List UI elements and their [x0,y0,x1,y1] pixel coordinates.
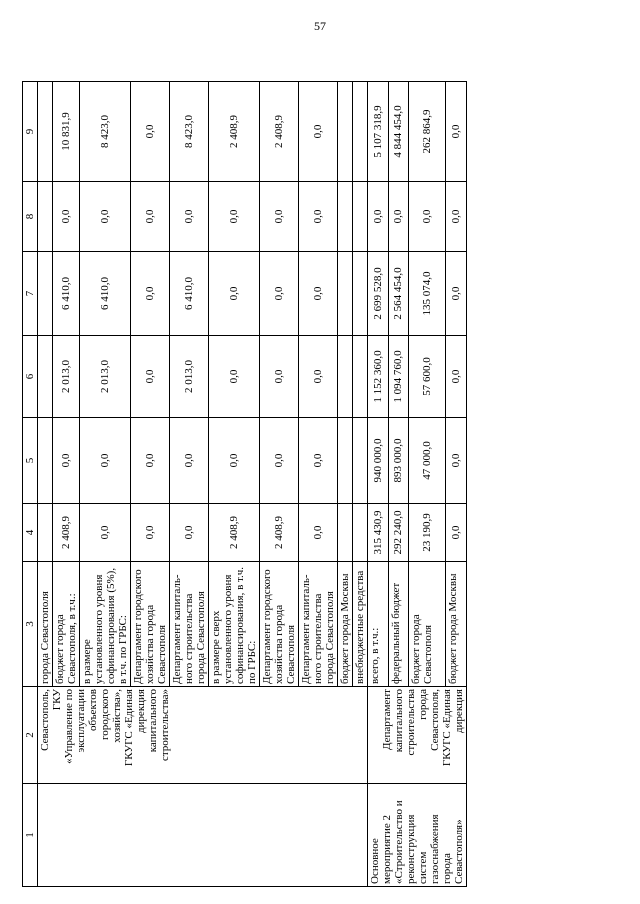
value-cell: 1 094 760,0 [388,336,409,418]
value-cell: 0,0 [209,182,260,252]
source-cell: в размере установленного уровня софинансирования (5%), в т.ч. по ГРБС: [80,562,131,687]
value-cell: 57 600,0 [409,336,446,418]
value-cell: 893 000,0 [388,418,409,504]
executor-cell-line: капитального [393,689,405,753]
table-row [368,82,389,887]
executor-cell-line: капитального [147,689,159,753]
executor-cell [38,687,368,784]
value-cell: 8 423,0 [80,82,131,182]
executor-cell-line: городского [99,689,111,740]
value-cell [338,182,353,252]
table-container [22,82,640,884]
value-cell: 2 013,0 [53,336,80,418]
source-cell: в размере сверх установленного уровня софинансирования, в т.ч. по ГРБС: [209,562,260,687]
measure-line: города Севастополя» [441,819,465,884]
header-col-8: 8 [23,182,38,252]
value-cell [38,182,53,252]
value-cell [353,418,368,504]
value-cell [38,504,53,562]
value-cell [353,82,368,182]
executor-cell-line: дирекция [453,689,465,734]
table-row [38,82,53,887]
value-cell: 0,0 [446,418,467,504]
value-cell: 2 013,0 [80,336,131,418]
value-cell: 0,0 [209,418,260,504]
value-cell: 1 152 360,0 [368,336,389,418]
value-cell: 2 699 528,0 [368,252,389,336]
value-cell: 8 423,0 [170,82,209,182]
measure-line: Основное [369,838,381,884]
value-cell: 0,0 [299,504,338,562]
value-cell [353,182,368,252]
value-cell: 2 408,9 [209,82,260,182]
value-cell: 0,0 [446,252,467,336]
executor-cell-line: ГКУГС «Единая [123,689,135,767]
source-cell: бюджет города Севастополя, в т.ч.: [53,562,80,687]
measure-line: мероприятие 2 [381,814,393,884]
source-cell: бюджет города Севастополя [409,562,446,687]
executor-cell-line: ГКУГС «Единая [441,689,453,767]
measure-cell [368,784,467,887]
value-cell: 23 190,9 [409,504,446,562]
value-cell: 6 410,0 [80,252,131,336]
executor-cell-line: хозяйства», [111,689,123,743]
executor-cell-line: дирекция [135,689,147,734]
value-cell: 0,0 [131,504,170,562]
source-cell: федеральный бюджет [388,562,409,687]
value-cell [338,504,353,562]
rotated-table [22,82,602,887]
value-cell: 0,0 [53,182,80,252]
header-row [23,82,38,887]
value-cell: 135 074,0 [409,252,446,336]
value-cell: 0,0 [446,504,467,562]
source-cell: города Севастополя [38,562,53,687]
header-col-6: 6 [23,336,38,418]
value-cell: 0,0 [209,336,260,418]
value-cell [338,252,353,336]
executor-cell-line: строительства» [159,689,171,762]
measure-cell [38,784,368,887]
value-cell: 0,0 [131,82,170,182]
value-cell [353,336,368,418]
value-cell: 0,0 [368,182,389,252]
value-cell: 0,0 [80,418,131,504]
value-cell: 0,0 [446,336,467,418]
value-cell: 0,0 [170,418,209,504]
value-cell: 0,0 [131,418,170,504]
header-col-5: 5 [23,418,38,504]
executor-cell-line: «Управление по [63,689,75,764]
header-col-3: 3 [23,562,38,687]
source-cell: Департамент городского хозяйства города Севастополя [260,562,299,687]
measure-line: «Строительство и [393,800,405,884]
header-col-9: 9 [23,82,38,182]
value-cell: 47 000,0 [409,418,446,504]
value-cell: 0,0 [299,182,338,252]
value-cell [38,336,53,418]
header-col-4: 4 [23,504,38,562]
value-cell: 0,0 [170,182,209,252]
value-cell: 0,0 [131,336,170,418]
value-cell: 4 844 454,0 [388,82,409,182]
value-cell: 0,0 [260,336,299,418]
source-cell: Департамент капиталь-ного строительства города Севастополя [170,562,209,687]
value-cell [338,336,353,418]
value-cell: 0,0 [388,182,409,252]
source-cell: Департамент городского хозяйства города Севастополя [131,562,170,687]
value-cell: 0,0 [446,82,467,182]
source-cell: Департамент капиталь-ного строительства города Севастополя [299,562,338,687]
executor-cell-line: строительства [405,689,417,756]
value-cell [353,252,368,336]
value-cell: 0,0 [170,504,209,562]
value-cell: 10 831,9 [53,82,80,182]
value-cell: 2 408,9 [260,82,299,182]
value-cell: 0,0 [299,418,338,504]
value-cell: 262 864,9 [409,82,446,182]
value-cell: 0,0 [260,252,299,336]
header-col-2: 2 [23,687,38,784]
value-cell [38,418,53,504]
header-col-1: 1 [23,784,38,887]
value-cell: 2 408,9 [260,504,299,562]
executor-cell-line: города [417,689,429,720]
executor-cell-line: Севастополя, [429,689,441,751]
value-cell: 5 107 318,9 [368,82,389,182]
value-cell [38,252,53,336]
value-cell: 2 408,9 [209,504,260,562]
measure-line: систем [417,851,429,884]
value-cell: 315 430,9 [368,504,389,562]
value-cell: 292 240,0 [388,504,409,562]
value-cell: 0,0 [209,252,260,336]
source-cell: внебюджетные средства [353,562,368,687]
value-cell: 2 408,9 [53,504,80,562]
source-cell: бюджет города Москвы [446,562,467,687]
value-cell: 0,0 [299,252,338,336]
value-cell: 6 410,0 [53,252,80,336]
value-cell: 0,0 [409,182,446,252]
value-cell: 940 000,0 [368,418,389,504]
value-cell [338,418,353,504]
measure-line: газоснабжения [429,814,441,884]
value-cell: 2 013,0 [170,336,209,418]
source-cell: бюджет города Москвы [338,562,353,687]
header-col-7: 7 [23,252,38,336]
value-cell [338,82,353,182]
value-cell: 0,0 [260,182,299,252]
funding-table [22,81,467,887]
value-cell: 0,0 [131,252,170,336]
executor-cell [368,687,467,784]
source-cell: всего, в т.ч.: [368,562,389,687]
value-cell: 0,0 [446,182,467,252]
executor-cell-line: Севастополь, [39,689,51,751]
value-cell: 0,0 [53,418,80,504]
executor-cell-line: ГКУ [51,689,63,711]
page-number: 57 [314,19,326,33]
value-cell: 0,0 [80,182,131,252]
value-cell: 0,0 [131,182,170,252]
measure-line: реконструкция [405,814,417,884]
value-cell: 0,0 [299,336,338,418]
value-cell: 0,0 [260,418,299,504]
executor-cell-line: объектов [87,689,99,731]
value-cell: 0,0 [80,504,131,562]
value-cell: 6 410,0 [170,252,209,336]
value-cell [38,82,53,182]
executor-cell-line: Департамент [381,689,393,751]
value-cell [353,504,368,562]
value-cell: 0,0 [299,82,338,182]
value-cell: 2 564 454,0 [388,252,409,336]
executor-cell-line: эксплуатации [75,689,87,753]
